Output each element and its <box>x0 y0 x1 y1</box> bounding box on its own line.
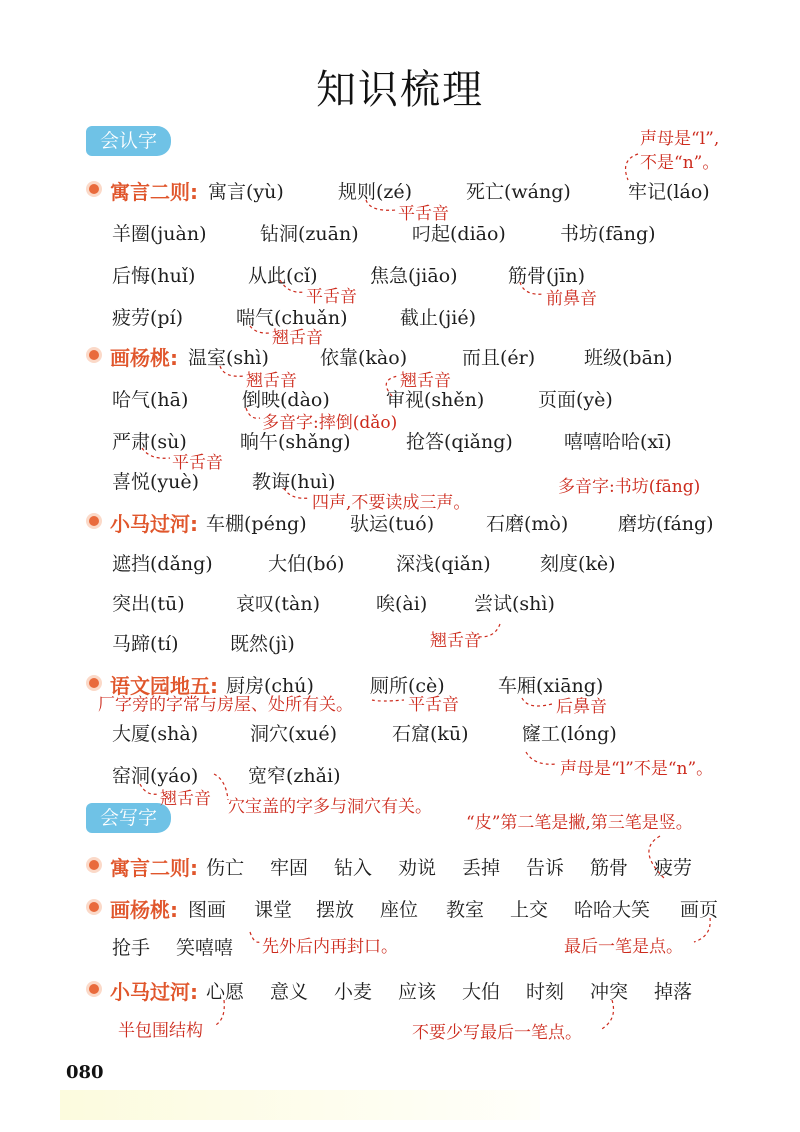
note: 不是“n”。 <box>640 153 720 173</box>
write-word: 劝说 <box>398 857 437 879</box>
word: 审视(shěn) <box>386 389 485 411</box>
word: 石磨(mò) <box>486 513 569 535</box>
note: 半包围结构 <box>118 1021 203 1041</box>
word: 驮运(tuó) <box>350 513 435 535</box>
word: 温室(shì) <box>188 347 269 369</box>
note: 多音字:书坊(fāng) <box>558 477 701 497</box>
word: 倒映(dào) <box>242 389 330 411</box>
lesson-label: 寓言二则: <box>110 856 198 880</box>
word: 深浅(qiǎn) <box>396 553 491 575</box>
note: 翘舌音 <box>160 789 211 809</box>
arrow <box>220 366 244 376</box>
arrow <box>214 774 228 800</box>
write-word: 掉落 <box>654 981 693 1003</box>
note: 前鼻音 <box>546 289 597 309</box>
word: 焦急(jiāo) <box>370 265 458 287</box>
word: 马蹄(tí) <box>112 633 179 655</box>
page-stain <box>60 1090 540 1120</box>
lesson-label: 语文园地五: <box>110 674 218 698</box>
write-word: 牢固 <box>270 857 309 879</box>
note: 平舌音 <box>306 287 357 307</box>
arrow <box>250 326 270 333</box>
note: 平舌音 <box>172 453 223 473</box>
lesson-label: 小马过河: <box>110 980 198 1004</box>
write-word: 筋骨 <box>590 857 629 879</box>
word: 牢记(láo) <box>628 181 710 203</box>
word: 依靠(kào) <box>320 347 408 369</box>
word: 筋骨(jīn) <box>508 265 586 287</box>
lesson-label: 寓言二则: <box>110 180 198 204</box>
word: 晌午(shǎng) <box>240 431 351 453</box>
word: 抢答(qiǎng) <box>406 431 513 453</box>
word: 大厦(shà) <box>112 723 199 745</box>
note: 穴宝盖的字多与洞穴有关。 <box>228 797 432 817</box>
word: 喘气(chuǎn) <box>236 307 348 329</box>
arrow <box>520 282 544 294</box>
write-word: 教室 <box>446 899 485 921</box>
word: 羊圈(juàn) <box>112 223 207 245</box>
word: 大伯(bó) <box>268 553 345 575</box>
word: 死亡(wáng) <box>466 181 571 203</box>
write-word: 上交 <box>510 899 549 921</box>
note: 声母是“l”不是“n”。 <box>560 759 714 779</box>
write-word: 应该 <box>398 981 437 1003</box>
arrow <box>250 932 260 942</box>
word: 页面(yè) <box>538 389 613 411</box>
arrow <box>284 488 310 498</box>
word: 从此(cǐ) <box>248 265 318 287</box>
word: 规则(zé) <box>338 181 413 203</box>
word: 厕所(cè) <box>370 675 445 697</box>
write-word: 丢掉 <box>462 857 501 879</box>
arrow <box>526 752 556 764</box>
arrow <box>626 154 638 180</box>
word: 疲劳(pí) <box>112 307 184 329</box>
write-word: 座位 <box>380 899 419 921</box>
arrow <box>366 200 396 210</box>
note: 先外后内再封口。 <box>262 937 398 957</box>
note: 厂字旁的字常与房屋、处所有关。 <box>98 695 353 715</box>
note: 最后一笔是点。 <box>564 937 683 957</box>
word: 石窟(kū) <box>392 723 469 745</box>
word: 宽窄(zhǎi) <box>248 765 341 787</box>
lesson-label: 画杨桃: <box>110 346 178 370</box>
note: 平舌音 <box>398 204 449 224</box>
word: 尝试(shì) <box>474 593 555 615</box>
word: 叼起(diāo) <box>412 223 506 245</box>
word: 唉(ài) <box>376 593 428 615</box>
word: 磨坊(fáng) <box>618 513 714 535</box>
word: 教诲(huì) <box>252 471 336 493</box>
word: 而且(ér) <box>462 347 536 369</box>
word: 哀叹(tàn) <box>236 593 321 615</box>
note: 后鼻音 <box>556 697 607 717</box>
word: 班级(bān) <box>584 347 673 369</box>
lesson-label: 小马过河: <box>110 512 198 536</box>
page-title: 知识梳理 <box>316 67 484 113</box>
word: 寓言(yù) <box>208 181 284 203</box>
write-word: 图画 <box>188 899 227 921</box>
word: 窑洞(yáo) <box>112 765 199 787</box>
write-word: 伤亡 <box>206 857 245 879</box>
arrow <box>372 700 404 701</box>
arrow <box>386 376 398 396</box>
word: 既然(jì) <box>230 633 295 655</box>
tab-recognize: 会认字 <box>86 126 171 156</box>
arrow <box>280 280 304 292</box>
word: 钻洞(zuān) <box>260 223 359 245</box>
word: 洞穴(xué) <box>250 723 338 745</box>
write-word: 大伯 <box>462 981 501 1003</box>
note: 平舌音 <box>408 695 459 715</box>
write-word: 告诉 <box>526 857 565 879</box>
word: 哈气(hā) <box>112 389 189 411</box>
arrow <box>522 698 552 706</box>
word: 刻度(kè) <box>540 553 616 575</box>
word: 遮挡(dǎng) <box>112 553 213 575</box>
word: 书坊(fāng) <box>560 223 656 245</box>
write-word: 画页 <box>680 899 719 921</box>
word: 车棚(péng) <box>206 513 307 535</box>
arrow <box>214 1000 224 1026</box>
write-word: 冲突 <box>590 981 629 1003</box>
write-word: 摆放 <box>316 899 355 921</box>
note: 翘舌音 <box>430 631 481 651</box>
note: 不要少写最后一笔点。 <box>412 1023 582 1043</box>
note: “皮”第二笔是撇,第三笔是竖。 <box>466 813 693 833</box>
word: 喜悦(yuè) <box>112 471 200 493</box>
write-word: 时刻 <box>526 981 565 1003</box>
arrow <box>694 918 710 942</box>
note: 翘舌音 <box>400 371 451 391</box>
word: 截止(jié) <box>400 307 477 329</box>
arrow <box>600 1000 614 1030</box>
word: 厨房(chú) <box>226 675 314 697</box>
write-word: 钻入 <box>334 857 373 879</box>
tab-write: 会写字 <box>86 803 171 833</box>
write-word: 疲劳 <box>654 857 693 879</box>
note: 翘舌音 <box>272 328 323 348</box>
word: 后悔(huǐ) <box>112 265 196 287</box>
note: 声母是“l”, <box>640 129 720 149</box>
word: 突出(tū) <box>112 593 185 615</box>
note: 多音字:摔倒(dǎo) <box>262 413 398 433</box>
word: 窿工(lóng) <box>522 723 617 745</box>
write-word: 笑嘻嘻 <box>176 937 234 959</box>
word: 嘻嘻哈哈(xī) <box>564 431 672 453</box>
arrow <box>142 448 170 458</box>
write-word: 小麦 <box>334 981 373 1003</box>
page-number: 080 <box>66 1062 104 1083</box>
write-word: 课堂 <box>254 899 293 921</box>
arrow <box>649 836 664 878</box>
arrow <box>246 408 260 418</box>
write-word: 哈哈大笑 <box>574 899 651 921</box>
note: 四声,不要读成三声。 <box>312 493 471 513</box>
write-word: 抢手 <box>112 937 151 959</box>
write-word: 意义 <box>270 981 309 1003</box>
word: 车厢(xiāng) <box>498 675 604 697</box>
note: 翘舌音 <box>246 371 297 391</box>
arrow <box>140 784 158 794</box>
lesson-label: 画杨桃: <box>110 898 178 922</box>
arrow <box>474 624 500 637</box>
write-word: 心愿 <box>206 981 245 1003</box>
word: 严肃(sù) <box>112 431 187 453</box>
